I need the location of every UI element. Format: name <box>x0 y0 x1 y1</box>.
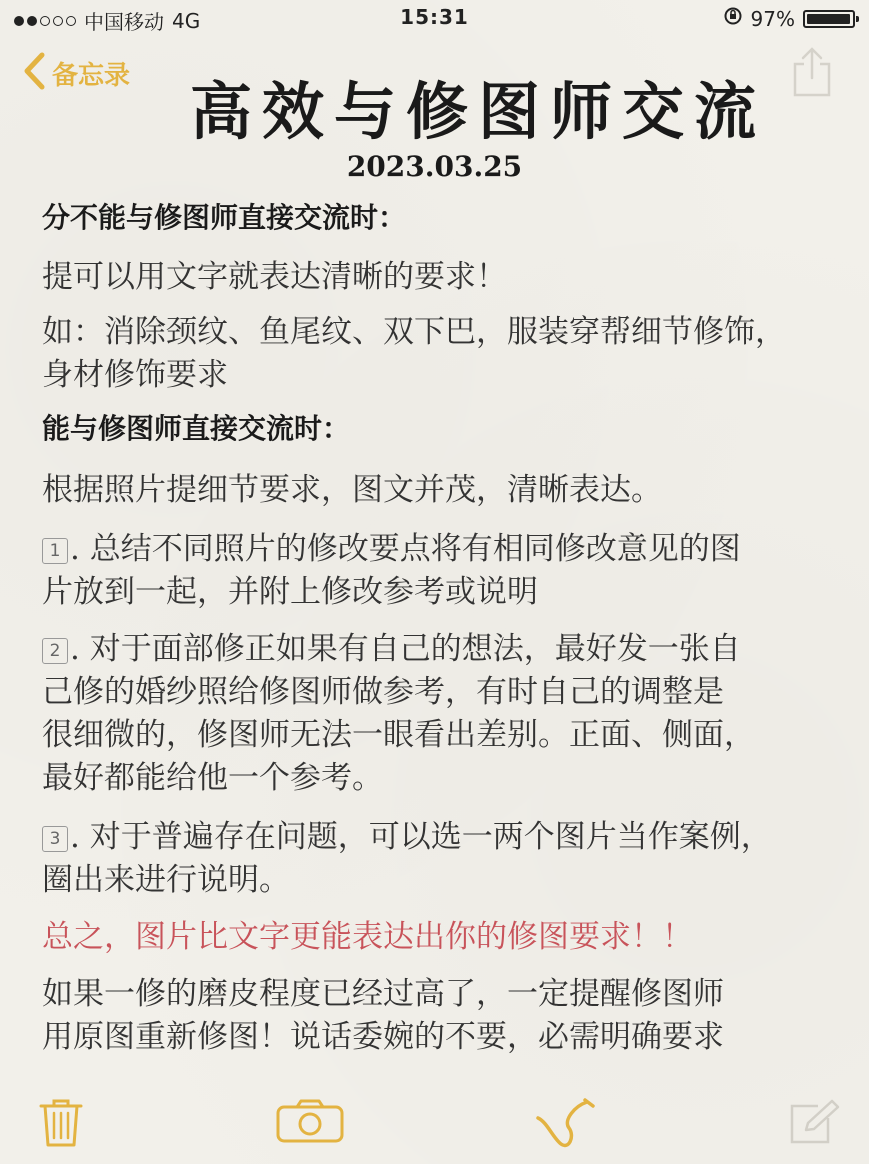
carrier-name: 中国移动 <box>84 10 164 34</box>
note-line: 提可以用文字就表达清晰的要求！ <box>42 259 507 295</box>
compose-icon <box>788 1131 840 1150</box>
highlight-line: 总之，图片比文字更能表达出你的修图要求！！ <box>42 919 693 955</box>
list-item <box>42 628 842 800</box>
note-line: 片放到一起，并附上修改参考或说明 <box>42 574 538 610</box>
sketch-icon <box>535 1137 599 1156</box>
note-paragraph <box>42 973 842 1059</box>
list-item <box>42 816 842 902</box>
status-bar <box>0 0 869 36</box>
delete-button[interactable] <box>38 1098 84 1152</box>
battery-icon <box>803 10 855 28</box>
status-bar-right <box>723 6 855 31</box>
note-body[interactable] <box>42 198 842 1059</box>
note-text: . 对于普遍存在问题，可以选一两个图片当作案例， <box>70 819 772 855</box>
note-paragraph <box>42 311 842 397</box>
note-line: 身材修饰要求 <box>42 357 228 393</box>
note-line: 很细微的，修图师无法一眼看出差别。正面、侧面， <box>42 717 755 753</box>
note-text: . 总结不同照片的修改要点将有相同修改意见的图 <box>70 531 741 567</box>
number-badge: 2 <box>42 638 68 664</box>
chevron-left-icon <box>22 52 46 94</box>
camera-button[interactable] <box>275 1098 345 1148</box>
back-button[interactable] <box>22 52 130 94</box>
note-line <box>42 816 842 859</box>
network-type: 4G <box>172 8 201 33</box>
note-line <box>42 628 842 671</box>
bottom-toolbar <box>0 1092 869 1164</box>
note-line <box>42 528 842 571</box>
number-badge: 3 <box>42 826 68 852</box>
note-title: 高效与修图师交流 <box>190 75 767 148</box>
note-line: 如果一修的磨皮程度已经过高了，一定提醒修图师 <box>42 976 724 1012</box>
trash-icon <box>38 1133 84 1152</box>
list-item <box>42 528 842 614</box>
battery-percent: 97% <box>750 6 795 31</box>
camera-icon <box>275 1129 345 1148</box>
note-line: 用原图重新修图！说话委婉的不要，必需明确要求 <box>42 1019 724 1055</box>
sketch-button[interactable] <box>535 1098 599 1156</box>
back-button-label: 备忘录 <box>52 60 131 91</box>
compose-button[interactable] <box>788 1098 840 1150</box>
note-line: 最好都能给他一个参考。 <box>42 760 383 796</box>
note-line: 如：消除颈纹、鱼尾纹、双下巴，服装穿帮细节修饰， <box>42 314 786 350</box>
note-line: 根据照片提细节要求，图文并茂，清晰表达。 <box>42 472 662 508</box>
note-line: 圈出来进行说明。 <box>42 862 290 898</box>
note-text: . 对于面部修正如果有自己的想法，最好发一张自 <box>70 631 741 667</box>
status-time: 15:31 <box>400 5 469 29</box>
note-line: 己修的婚纱照给修图师做参考，有时自己的调整是 <box>42 674 724 710</box>
section-heading: 能与修图师直接交流时： <box>42 412 351 445</box>
number-badge: 1 <box>42 538 68 564</box>
section-heading: 分不能与修图师直接交流时： <box>42 201 407 234</box>
rotation-lock-icon <box>723 6 743 31</box>
note-date: 2023.03.25 <box>346 150 523 183</box>
battery-level-fill <box>807 14 850 24</box>
